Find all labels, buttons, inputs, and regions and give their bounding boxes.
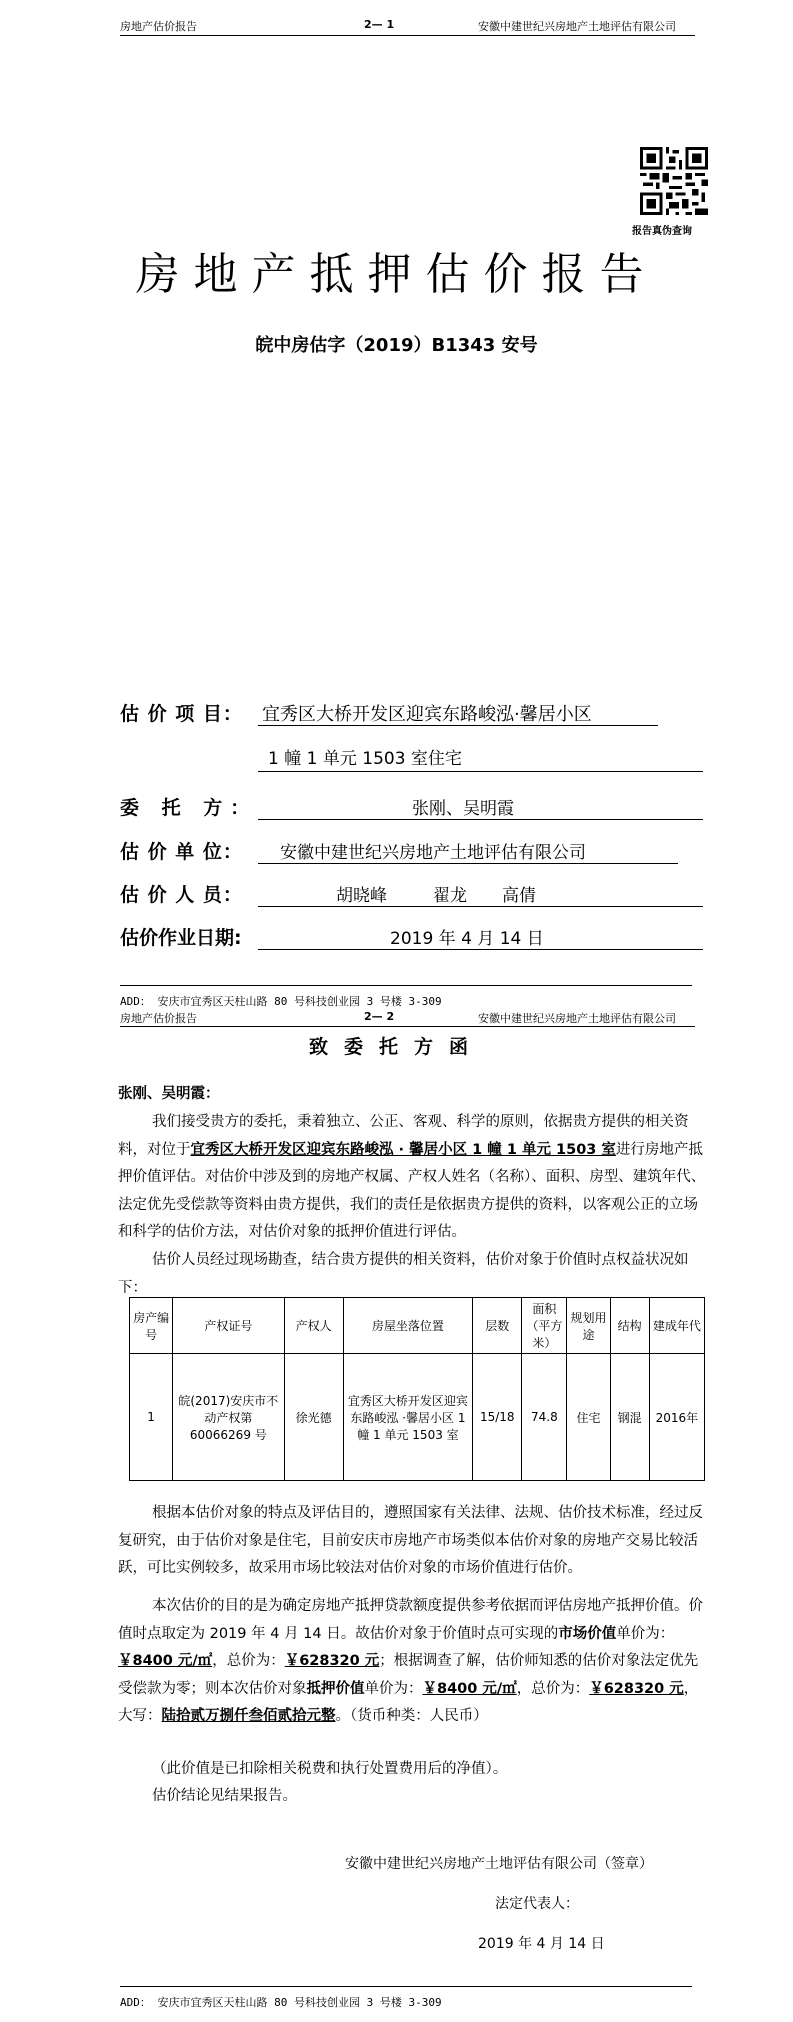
salutation: 张刚、吴明霞：	[118, 1086, 220, 1102]
page1-header-page: 2— 1	[364, 18, 395, 31]
p4-text-c: ，总价为：	[212, 1653, 285, 1669]
project-label: 估 价 项 目：	[120, 703, 243, 725]
page2-footer-rule	[120, 1986, 692, 1987]
th-location: 房屋坐落位置	[343, 1298, 472, 1354]
td-structure: 钢混	[610, 1354, 649, 1481]
page2-header-page: 2— 2	[364, 1010, 395, 1023]
p1-address: 宜秀区大桥开发区迎宾东路峻泓 · 馨居小区 1 幢 1 单元 1503 室	[190, 1141, 616, 1158]
th-use: 规划用途	[567, 1298, 610, 1354]
qr-code-icon[interactable]	[640, 147, 708, 215]
td-owner: 徐光德	[284, 1354, 343, 1481]
p4-text-e: 单价为：	[364, 1680, 423, 1697]
sign-date: 2019 年 4 月 14 日	[478, 1936, 605, 1952]
market-unit-price: ￥8400 元/㎡	[118, 1653, 213, 1669]
th-area: 面积（平方米）	[522, 1298, 567, 1354]
client-underline	[258, 819, 703, 820]
market-total-price: ￥628320 元	[284, 1653, 380, 1669]
table-header-row	[130, 1298, 705, 1354]
page1-footer: ADD： 安庆市宜秀区天柱山路 80 号科技创业园 3 号楼 3-309	[120, 995, 442, 1008]
client-value: 张刚、吴明霞	[412, 799, 514, 819]
total-in-words: 陆拾贰万捌仟叁佰贰拾元整	[161, 1708, 336, 1724]
page1-header-left: 房地产估价报告	[120, 20, 197, 33]
td-floors: 15/18	[473, 1354, 522, 1481]
p4-mortgage-label: 抵押价值	[306, 1680, 365, 1697]
date-label: 估价作业日期:	[120, 927, 242, 949]
p4-text-h: 。（货币种类：人民币）	[335, 1708, 488, 1724]
td-year: 2016年	[649, 1354, 704, 1481]
unit-label: 估 价 单 位：	[120, 841, 243, 863]
date-underline	[258, 949, 703, 950]
p4-text-f: ，总价为：	[516, 1680, 590, 1697]
appraiser-1: 胡晓峰	[336, 886, 387, 906]
p6-text: 估价结论见结果报告。	[152, 1788, 297, 1804]
project-underline-1	[258, 725, 658, 726]
project-line1: 宜秀区大桥开发区迎宾东路峻泓·馨居小区	[262, 704, 592, 725]
p3-text: 根据本估价对象的特点及评估目的，遵照国家有关法律、法规、估价技术标准，经过反复研究，由于估价对象是住宅，目前安庆市房地产市场类似本估价对象的房地产交易比较活跃，可比实例较多，故采用市场比较法对估价对象的市场价值进行估价。	[118, 1505, 703, 1576]
qr-caption: 报告真伪查询	[632, 226, 692, 237]
letter-title: 致委托方函	[308, 1036, 484, 1058]
page2-header-right: 安徽中建世纪兴房地产土地评估有限公司	[478, 1012, 676, 1025]
th-year: 建成年代	[649, 1298, 704, 1354]
p1-text-a: 我们接受贵方的委托，秉着独立、公正、客观、科学的原则，依据贵方提供的相关资料，对位于	[118, 1114, 689, 1158]
page2-footer: ADD： 安庆市宜秀区天柱山路 80 号科技创业园 3 号楼 3-309	[120, 1996, 442, 2009]
unit-underline	[258, 863, 678, 864]
page2-header-rule	[120, 1026, 695, 1027]
page2-header-left: 房地产估价报告	[120, 1012, 197, 1025]
project-line2: 1 幢 1 单元 1503 室住宅	[268, 749, 462, 769]
sign-representative: 法定代表人：	[495, 1896, 579, 1912]
p4-text-g: ，大写：	[118, 1680, 699, 1724]
paragraph-2	[118, 1247, 708, 1302]
p4-market-label: 市场价值	[558, 1625, 617, 1642]
p2-text: 估价人员经过现场勘查，结合贵方提供的相关资料，估价对象于价值时点权益状况如下：	[118, 1252, 689, 1296]
td-no: 1	[130, 1354, 173, 1481]
th-no: 房产编号	[130, 1298, 173, 1354]
appraisers-label: 估 价 人 员：	[120, 884, 243, 906]
appraiser-3: 高倩	[502, 886, 536, 906]
mortgage-unit-price: ￥8400 元/㎡	[422, 1680, 517, 1697]
project-underline-2	[258, 771, 703, 772]
td-use: 住宅	[567, 1354, 610, 1481]
page1-footer-rule	[120, 985, 692, 986]
table-row	[130, 1354, 705, 1481]
p4-text-b: 单价为：	[616, 1625, 675, 1642]
page1-header-right: 安徽中建世纪兴房地产土地评估有限公司	[478, 20, 676, 33]
td-cert: 皖(2017)安庆市不动产权第 60066269 号	[173, 1354, 284, 1481]
date-value: 2019 年 4 月 14 日	[390, 929, 544, 949]
p4-text-a: 本次估价的目的是为确定房地产抵押贷款额度提供参考依据而评估房地产抵押价值。价值时点取定为 2019 年 4 月 14 日。故估价对象于价值时点可实现的	[118, 1598, 703, 1642]
paragraph-3	[118, 1500, 708, 1583]
document-number: 皖中房估字（2019）B1343 安号	[255, 335, 538, 356]
client-label: 委 托 方：	[120, 797, 258, 819]
page1-header-rule	[120, 35, 695, 36]
report-title: 房地产抵押估价报告	[135, 249, 658, 300]
th-owner: 产权人	[284, 1298, 343, 1354]
sign-company: 安徽中建世纪兴房地产土地评估有限公司（签章）	[345, 1856, 653, 1872]
th-cert: 产权证号	[173, 1298, 284, 1354]
property-table	[129, 1297, 705, 1481]
p5-text: （此价值是已扣除相关税费和执行处置费用后的净值）。	[152, 1761, 508, 1777]
mortgage-total-price: ￥628320 元	[589, 1680, 684, 1697]
appraisers-underline	[258, 906, 703, 907]
p4-text-d: ；根据调查了解，估价师知悉的估价对象法定优先受偿款为零；则本次估价对象	[118, 1653, 699, 1697]
td-area: 74.8	[522, 1354, 567, 1481]
appraiser-2: 翟龙	[433, 886, 467, 906]
unit-value: 安徽中建世纪兴房地产土地评估有限公司	[280, 843, 586, 863]
paragraph-6	[118, 1783, 708, 1811]
paragraph-5	[118, 1756, 708, 1784]
td-location: 宜秀区大桥开发区迎宾东路峻泓 ·馨居小区 1 幢 1 单元 1503 室	[343, 1354, 472, 1481]
th-floors: 层数	[473, 1298, 522, 1354]
th-structure: 结构	[610, 1298, 649, 1354]
p1-text-c: 进行房地产抵押价值评估。对估价中涉及到的房地产权属、产权人姓名（名称）、面积、房型、建筑年代、法定优先受偿款等资料由贵方提供，我们的责任是依据贵方提供的资料，以客观公正的立场和科学的估价方法，对估价对象的抵押价值进行评估。	[118, 1141, 706, 1240]
paragraph-4	[118, 1593, 708, 1731]
paragraph-1	[118, 1109, 708, 1247]
